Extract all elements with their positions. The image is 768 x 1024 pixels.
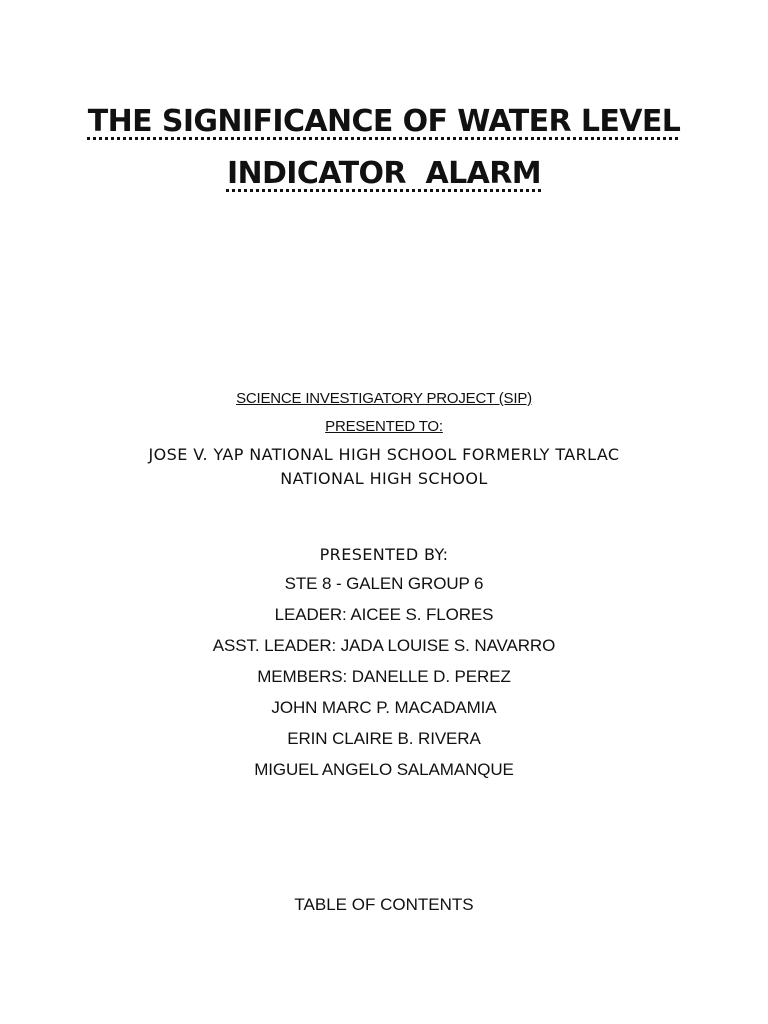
presented-to-label: PRESENTED TO: [325, 418, 443, 435]
school-line-1: JOSE V. YAP NATIONAL HIGH SCHOOL FORMERLY TARLAC [148, 445, 620, 464]
school-name [0, 443, 768, 491]
toc-heading: TABLE OF CONTENTS [294, 895, 474, 914]
group-name: STE 8 - GALEN GROUP 6 [284, 574, 484, 593]
member-name: ERIN CLAIRE B. RIVERA [287, 729, 481, 748]
member-name: MEMBERS: DANELLE D. PEREZ [257, 667, 511, 686]
leader-name: LEADER: AICEE S. FLORES [274, 605, 494, 624]
school-line-2: NATIONAL HIGH SCHOOL [280, 469, 488, 488]
document-title [0, 96, 768, 200]
title-line-2: INDICATOR ALARM [226, 156, 542, 191]
project-label: SCIENCE INVESTIGATORY PROJECT (SIP) [236, 390, 532, 407]
asst-leader-name: ASST. LEADER: JADA LOUISE S. NAVARRO [212, 636, 556, 655]
member-name: JOHN MARC P. MACADAMIA [271, 698, 497, 717]
member-name: MIGUEL ANGELO SALAMANQUE [254, 760, 514, 779]
title-line-1: THE SIGNIFICANCE OF WATER LEVEL [87, 104, 681, 139]
presented-by-label: PRESENTED BY: [319, 545, 449, 564]
